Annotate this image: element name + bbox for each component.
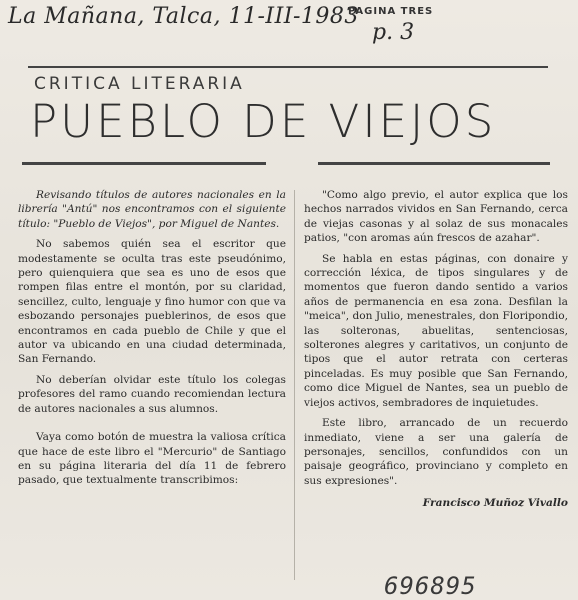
article-column-right [304, 188, 568, 517]
title-rule-left [22, 162, 266, 165]
paragraph: Revisando títulos de autores nacionales en la librería "Antú" nos encontramos con el siguiente título: "Pueblo de Viejos", por Miguel de Nantes. [18, 189, 286, 230]
title-rule-right [318, 162, 550, 165]
page-label: PAGINA TRES [348, 6, 434, 17]
paragraph: Vaya como botón de muestra la valiosa crítica que hace de este libro el "Mercurio" de Santiago en su página literaria del día 11 de febrero pasado, que textualmente transcribimos: [18, 431, 286, 487]
author-signature: Francisco Muñoz Vivallo [422, 497, 568, 510]
column-divider [294, 190, 295, 580]
paragraph: No sabemos quién sea el escritor que modestamente se oculta tras este pseudónimo, pero quienquiera que sea es uno de esos que rompen filas entre el montón, por su claridad, sencillez, culto, lenguaje y fino humor con que va esbozando personajes pueblerinos, de esos que encontramos en cada pueblo de Chile y que el autor va ubicando en una ciudad determinada, San Fernando. [18, 238, 286, 366]
top-rule [28, 66, 548, 68]
paragraph: No deberían olvidar este título los colegas profesores del ramo cuando recomiendan lectura de autores nacionales a sus alumnos. [18, 373, 286, 415]
section-kicker: CRITICA LITERARIA [34, 74, 245, 94]
article-title: PUEBLO DE VIEJOS [30, 95, 497, 148]
handwritten-source-text: La Mañana, Talca, 11-III-1983 [8, 4, 359, 29]
handwritten-page-number: p. 3 [372, 20, 415, 45]
paragraph: "Como algo previo, el autor explica que los hechos narrados vividos en San Fernando, cerca de viejas casonas y al solaz de sus monacales patios, "con aromas aún frescos de azahar". [304, 189, 568, 245]
handwritten-source-note [8, 4, 359, 29]
article-column-left [18, 188, 286, 494]
paragraph: Se habla en estas páginas, con donaire y corrección léxica, de tipos singulares y de momentos que fueron dando sentido a varios años de permanencia en esa zona. Desfilan la "meica", don Julio, menestrales, don Floripondio, las solteronas, abuelitas, sentenciosas, solterones alegres y caritativos, un conjunto de tipos que el autor retrata con certeras pinceladas. Es muy posible que San Fernando, como dice Miguel de Nantes, sea un pueblo de viejos activos, sembradores de inquietudes. [304, 252, 568, 409]
paragraph: Este libro, arrancado de un recuerdo inmediato, viene a ser una galería de personajes, sencillos, confundidos con un paisaje geográfico, provinciano y completo en sus expresiones". [304, 417, 568, 487]
archive-stamp-number: 696895 [384, 572, 477, 600]
